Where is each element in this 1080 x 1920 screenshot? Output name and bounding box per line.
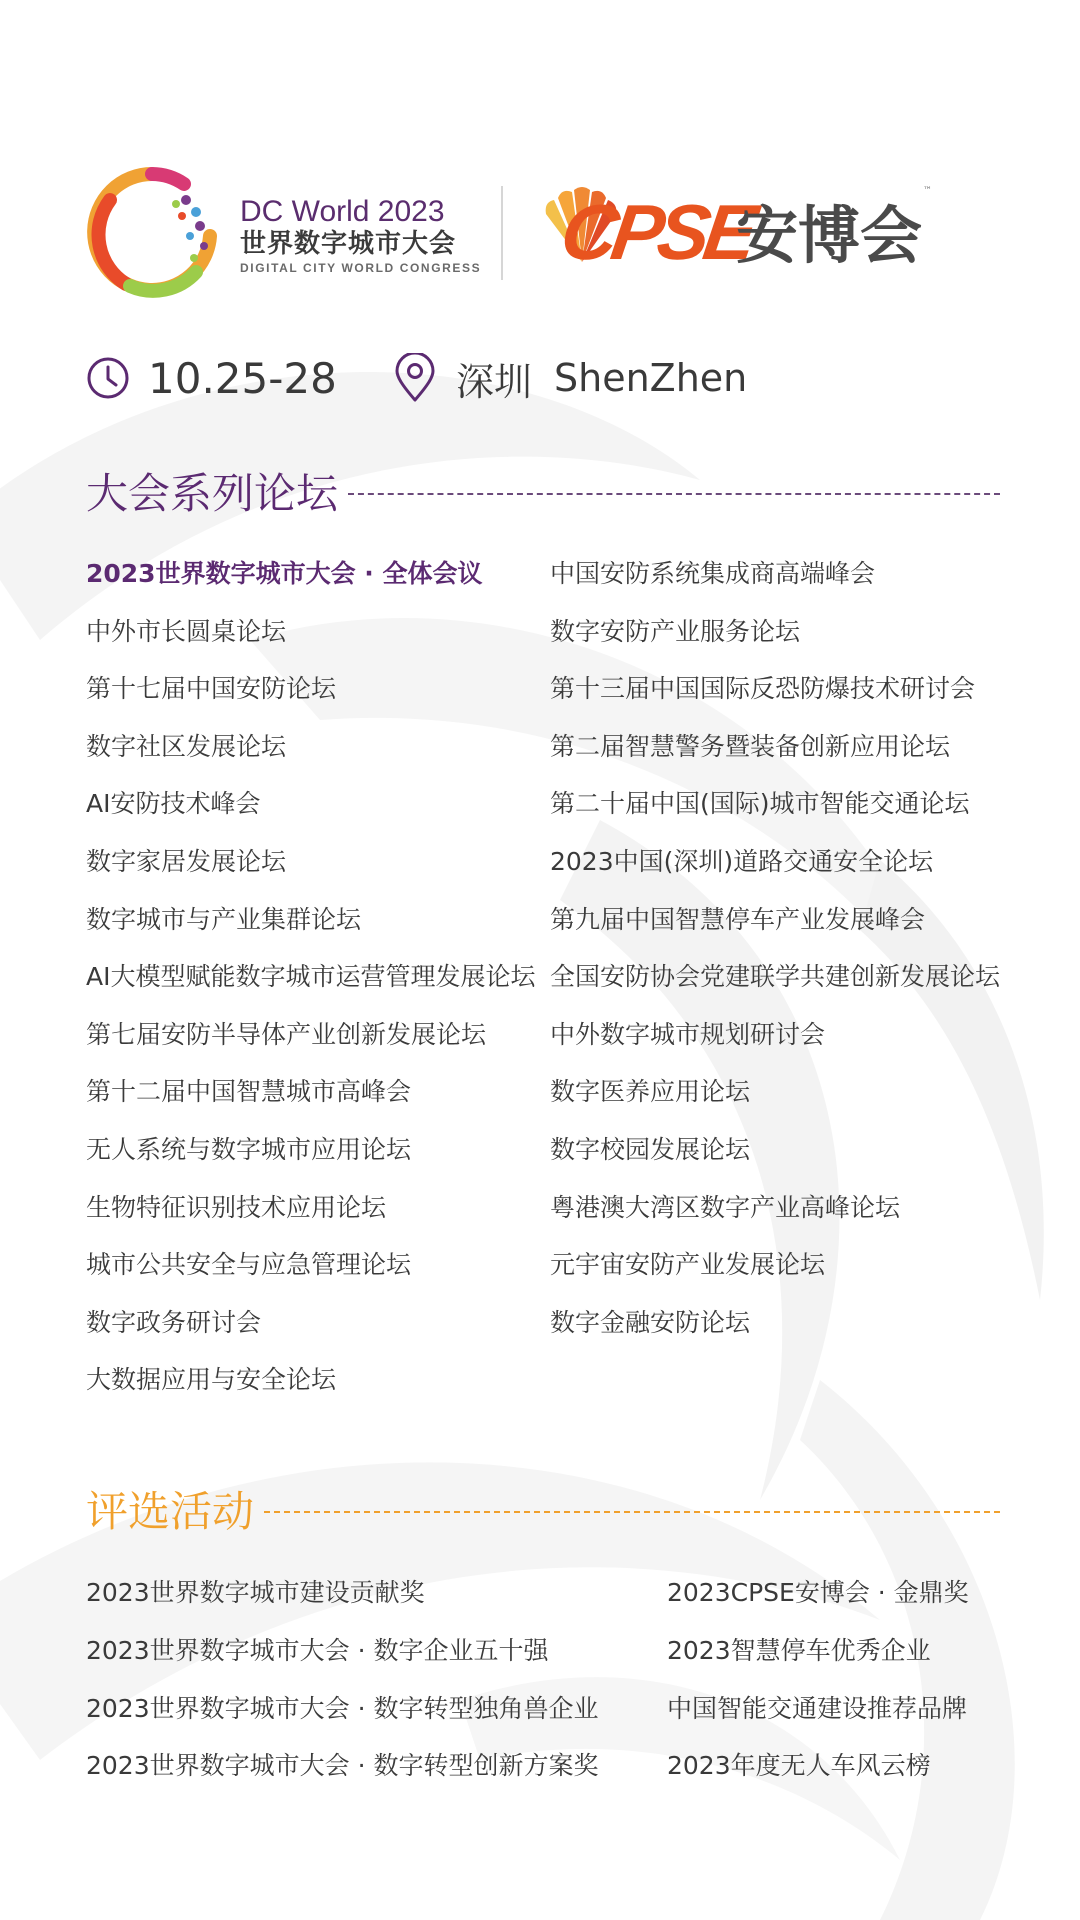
list-item: 数字金融安防论坛 <box>550 1307 751 1337</box>
list-item: 中国智能交通建设推荐品牌 <box>667 1693 968 1723</box>
list-item: 第七届安防半导体产业创新发展论坛 <box>86 1019 487 1049</box>
city-en: ShenZhen <box>554 356 748 400</box>
list-item: 第十七届中国安防论坛 <box>86 674 337 704</box>
list-item: 2023世界数字城市大会 · 数字转型创新方案奖 <box>86 1751 599 1781</box>
list-item: 粤港澳大湾区数字产业高峰论坛 <box>550 1192 901 1222</box>
forums-left-list <box>86 545 535 1409</box>
list-item: 中外数字城市规划研讨会 <box>550 1019 826 1049</box>
list-item: 第二十届中国(国际)城市智能交通论坛 <box>550 789 970 819</box>
list-item: 数字政务研讨会 <box>86 1307 262 1337</box>
awards-right-list <box>667 1564 969 1795</box>
forums-section-header <box>86 466 1000 522</box>
list-item: 2023世界数字城市建设贡献奖 <box>86 1578 425 1607</box>
list-item: 城市公共安全与应急管理论坛 <box>86 1250 412 1280</box>
list-item: 2023世界数字城市大会 · 数字企业五十强 <box>86 1635 549 1665</box>
list-item: 2023世界数字城市大会 · 数字转型独角兽企业 <box>86 1693 599 1723</box>
location-pin-icon <box>394 353 436 403</box>
list-item: 2023年度无人车风云榜 <box>667 1751 931 1781</box>
list-item: 数字家居发展论坛 <box>86 846 287 876</box>
cpse-wordmark: CPSE <box>555 188 757 276</box>
list-item: 2023世界数字城市大会 · 全体会议 <box>86 559 483 588</box>
awards-left-list <box>86 1564 598 1795</box>
list-item: 2023中国(深圳)道路交通安全论坛 <box>550 846 934 876</box>
list-item: AI大模型赋能数字城市运营管理发展论坛 <box>86 962 536 992</box>
dc-logo-en: DIGITAL CITY WORLD CONGRESS <box>240 261 482 275</box>
dc-logo-cn: 世界数字城市大会 <box>240 229 457 259</box>
date-text: 10.25-28 <box>148 353 337 403</box>
list-item: AI安防技术峰会 <box>86 789 261 819</box>
awards-dashed-divider <box>264 1511 1000 1513</box>
list-item: 第十二届中国智慧城市高峰会 <box>86 1077 412 1107</box>
list-item: 数字安防产业服务论坛 <box>550 616 801 646</box>
dc-world-logo-icon <box>86 166 218 298</box>
cpse-logo <box>540 180 930 280</box>
list-item: 2023智慧停车优秀企业 <box>667 1635 931 1665</box>
list-item: 中外市长圆桌论坛 <box>86 616 287 646</box>
list-item: 第九届中国智慧停车产业发展峰会 <box>550 904 926 934</box>
dc-logo-title: DC World 2023 <box>240 195 445 228</box>
list-item: 数字校园发展论坛 <box>550 1134 751 1164</box>
list-item: 2023CPSE安博会 · 金鼎奖 <box>667 1578 969 1607</box>
list-item: 中国安防系统集成商高端峰会 <box>550 559 876 588</box>
cpse-trademark: ™ <box>923 186 932 196</box>
list-item: 数字社区发展论坛 <box>86 731 287 761</box>
forums-title: 大会系列论坛 <box>86 469 339 518</box>
forums-right-list <box>550 545 1000 1351</box>
awards-section-header <box>86 1484 1000 1540</box>
cpse-logo-cn: 安博会 <box>736 199 923 272</box>
list-item: 第二届智慧警务暨装备创新应用论坛 <box>550 731 951 761</box>
forums-dashed-divider <box>348 493 1000 495</box>
list-item: 大数据应用与安全论坛 <box>86 1365 337 1395</box>
city-cn: 深圳 <box>456 359 533 404</box>
list-item: 生物特征识别技术应用论坛 <box>86 1192 387 1222</box>
list-item: 第十三届中国国际反恐防爆技术研讨会 <box>550 674 976 704</box>
event-date <box>86 350 337 406</box>
list-item: 数字医养应用论坛 <box>550 1077 751 1107</box>
event-location <box>394 350 747 406</box>
header-divider <box>501 186 503 280</box>
list-item: 全国安防协会党建联学共建创新发展论坛 <box>550 962 1001 992</box>
list-item: 数字城市与产业集群论坛 <box>86 904 362 934</box>
dc-world-logo-text <box>240 196 481 276</box>
list-item: 无人系统与数字城市应用论坛 <box>86 1134 412 1164</box>
awards-title: 评选活动 <box>86 1487 255 1536</box>
list-item: 元宇宙安防产业发展论坛 <box>550 1250 826 1280</box>
clock-icon <box>86 356 130 400</box>
